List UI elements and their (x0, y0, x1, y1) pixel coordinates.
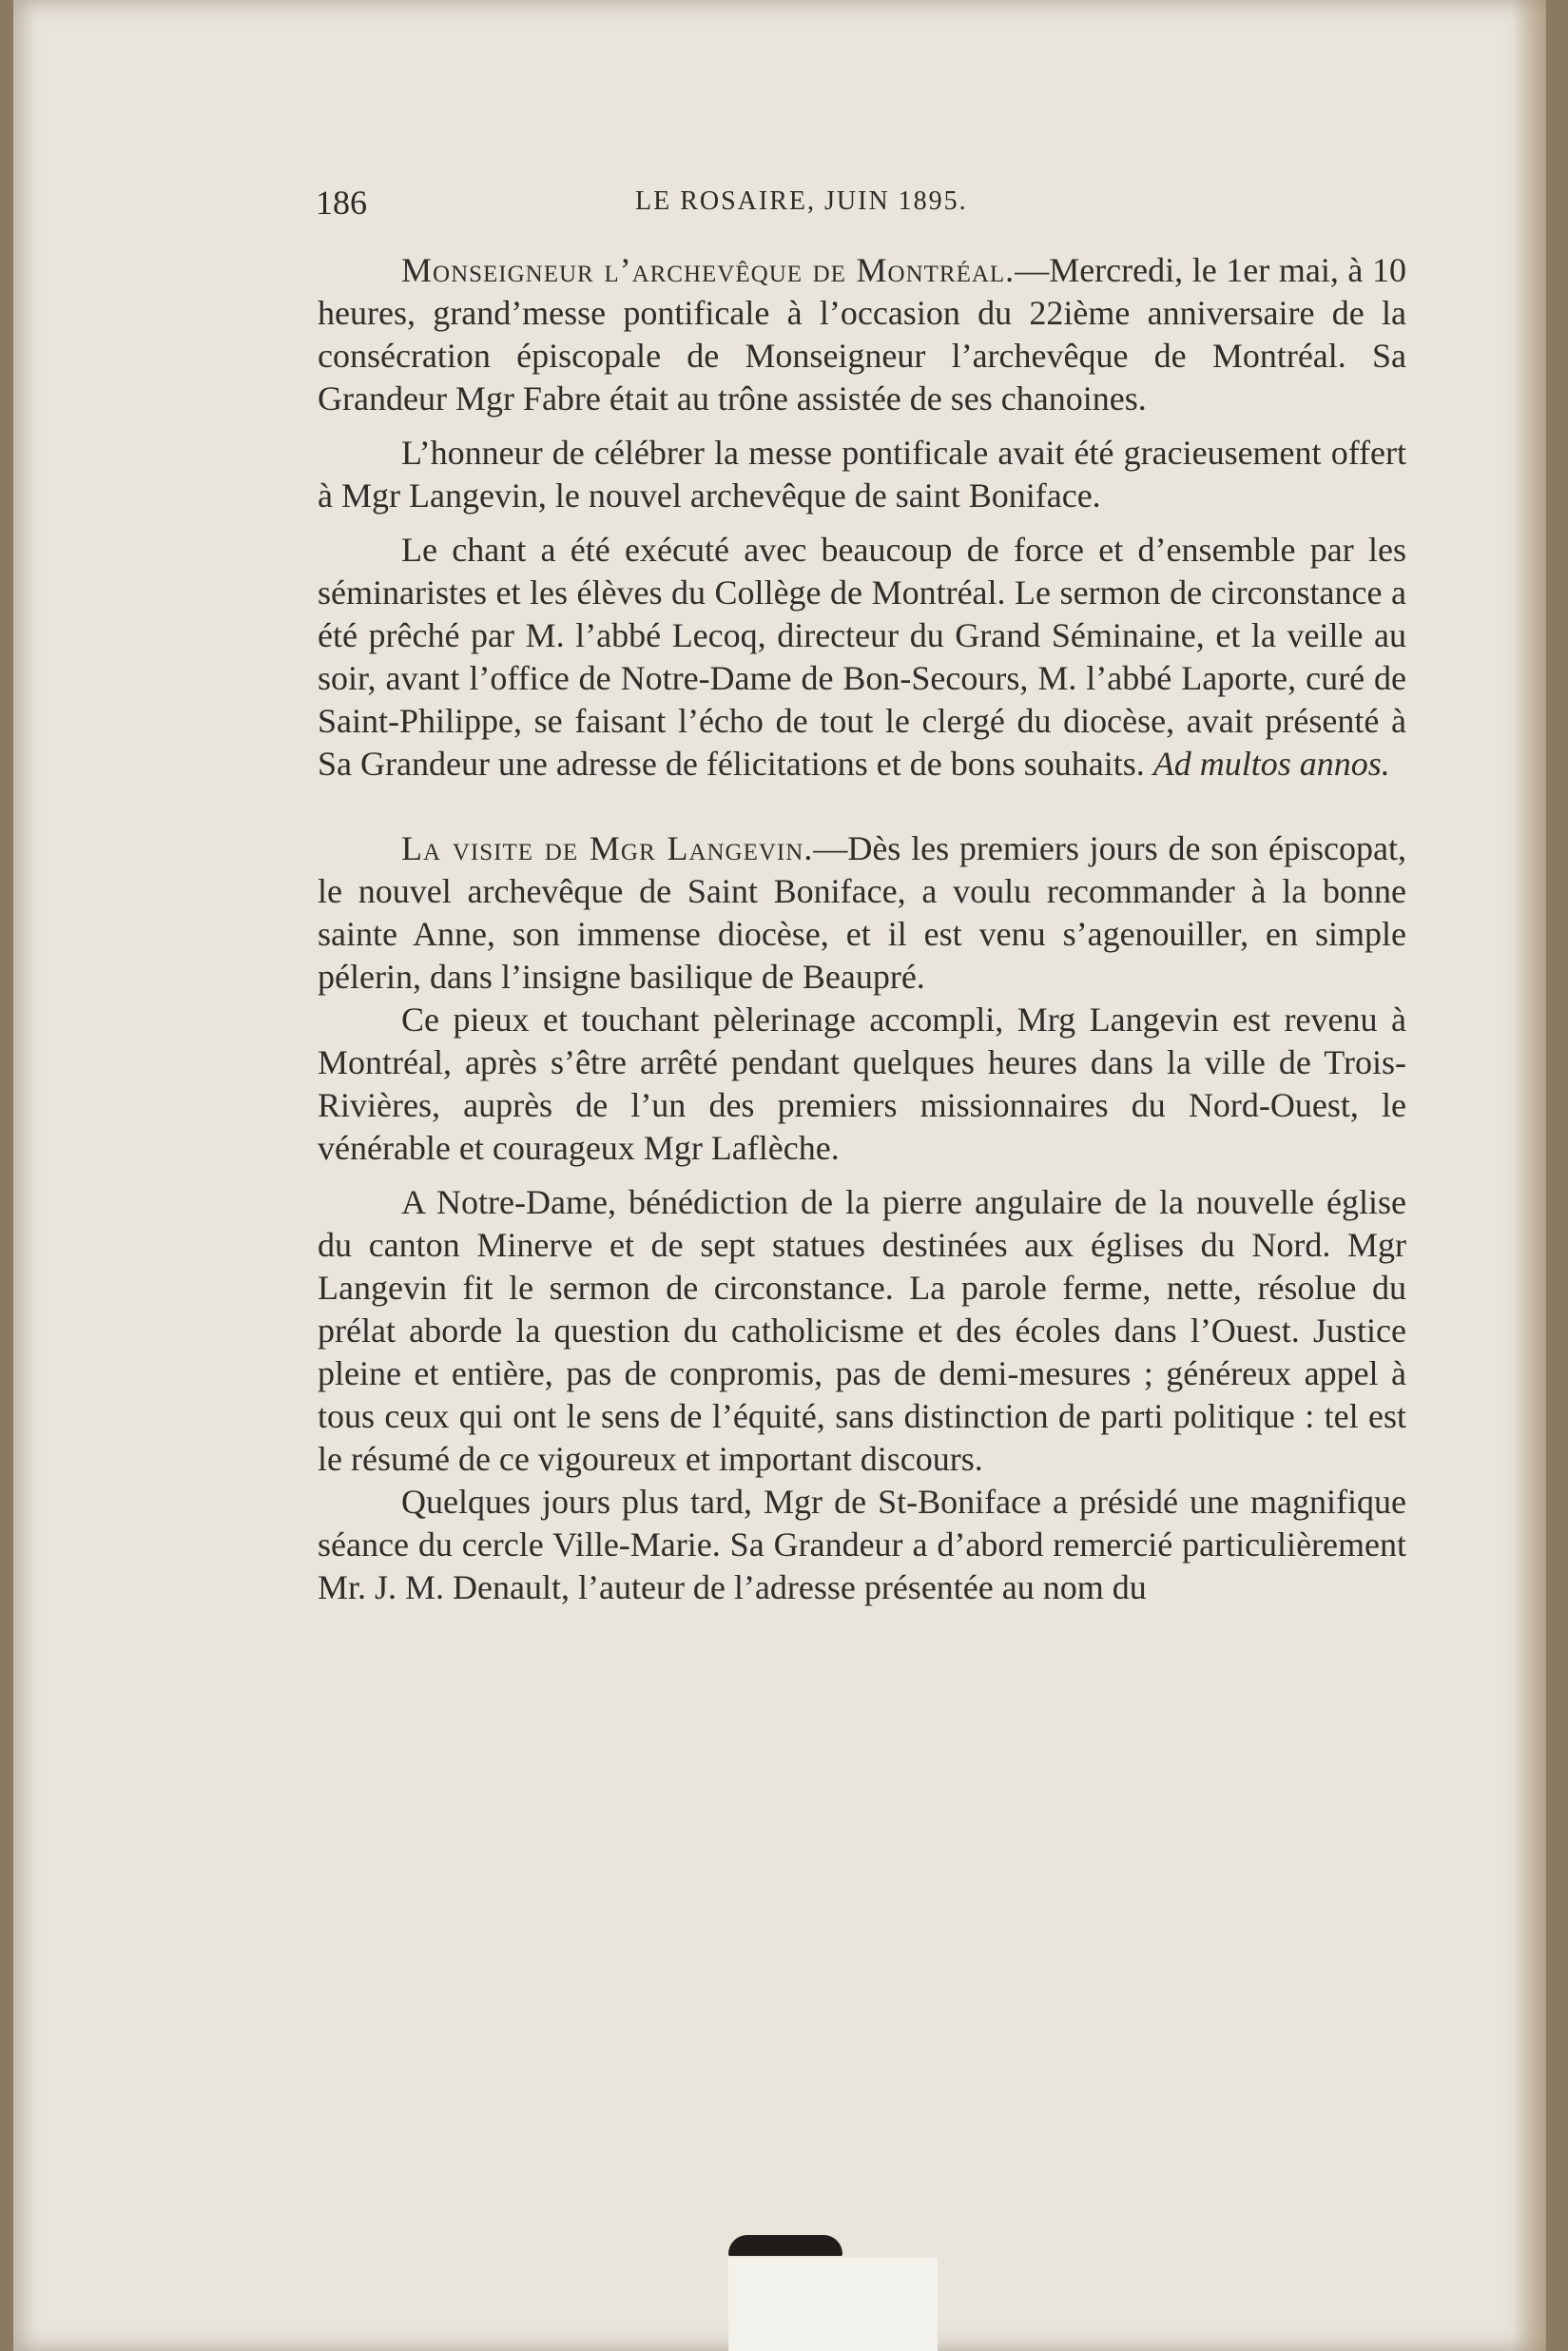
paragraph (318, 432, 1406, 517)
paper-scrap (728, 2258, 938, 2351)
article-body (318, 249, 1406, 1609)
paragraph-text: Quelques jours plus tard, Mgr de St-Boniface a présidé une magnifique séance du cercle Ville-Marie. Sa Grandeur a d’abord remercié particulièrement Mr. J. M. Denault, l’auteur de l’adresse présentée au nom du (318, 1483, 1406, 1606)
paragraph-text: L’honneur de célébrer la messe pontificale avait été gracieusement offert à Mgr Langevin, le nouvel archevêque de saint Boniface. (318, 434, 1406, 515)
page-number: 186 (316, 184, 367, 222)
section-heading: Monseigneur l’archevêque de Montréal. (401, 251, 1016, 289)
paragraph-text: Ce pieux et touchant pèlerinage accompli, Mrg Langevin est revenu à Montréal, après s’être arrêté pendant quelques heures dans la ville de Trois-Rivières, auprès de l’un des premiers missionnaires du Nord-Ouest, le vénérable et courageux Mgr Laflèche. (318, 1001, 1406, 1167)
page-binding-shadow (1512, 0, 1546, 2351)
paragraph (318, 1481, 1406, 1609)
italic-closing-phrase: Ad multos annos. (1152, 745, 1390, 783)
ink-smudge (728, 2235, 842, 2256)
paragraph (318, 999, 1406, 1170)
paragraph-text: —Mercredi, le 1er mai, à 10 heures, grand’messe pontificale à l’occasion du 22ième anniversaire de la consécration épiscopale de Monseigneur l’archevêque de Montréal. Sa Grandeur Mgr Fabre était au trône assistée de ses chanoines. (318, 251, 1406, 418)
paragraph (318, 827, 1406, 999)
book-page (13, 0, 1546, 2351)
running-title: LE ROSAIRE, JUIN 1895. (635, 186, 968, 216)
page-header (316, 183, 1114, 240)
paragraph-text: A Notre-Dame, bénédiction de la pierre angulaire de la nouvelle église du canton Minerve et de sept statues destinées aux églises du Nord. Mgr Langevin fit le sermon de circonstance. La parole ferme, nette, résolue du prélat aborde la question du catholicisme et des écoles dans l’Ouest. Justice pleine et entière, pas de conpromis, pas de demi-mesures ; généreux appel à tous ceux qui ont le sens de l’équité, sans distinction de parti politique : tel est le résumé de ce vigoureux et important discours. (318, 1183, 1406, 1478)
paragraph-text: Le chant a été exécuté avec beaucoup de force et d’ensemble par les séminaristes et les élèves du Collège de Montréal. Le sermon de circonstance a été prêché par M. l’abbé Lecoq, directeur du Grand Séminaine, et la veille au soir, avant l’office de Notre-Dame de Bon-Secours, M. l’abbé Laporte, curé de Saint-Philippe, se faisant l’écho de tout le clergé du diocèse, avait présenté à Sa Grandeur une adresse de félicitations et de bons souhaits. (318, 531, 1406, 783)
paragraph (318, 249, 1406, 420)
section-heading: La visite de Mgr Langevin. (401, 829, 814, 867)
paragraph-text: —Dès les premiers jours de son épiscopat, le nouvel archevêque de Saint Boniface, a voulu recommander à la bonne sainte Anne, son immense diocèse, et il est venu s’agenouiller, en simple pélerin, dans l’insigne basilique de Beaupré. (318, 829, 1406, 996)
paragraph (318, 529, 1406, 786)
paragraph (318, 1181, 1406, 1481)
